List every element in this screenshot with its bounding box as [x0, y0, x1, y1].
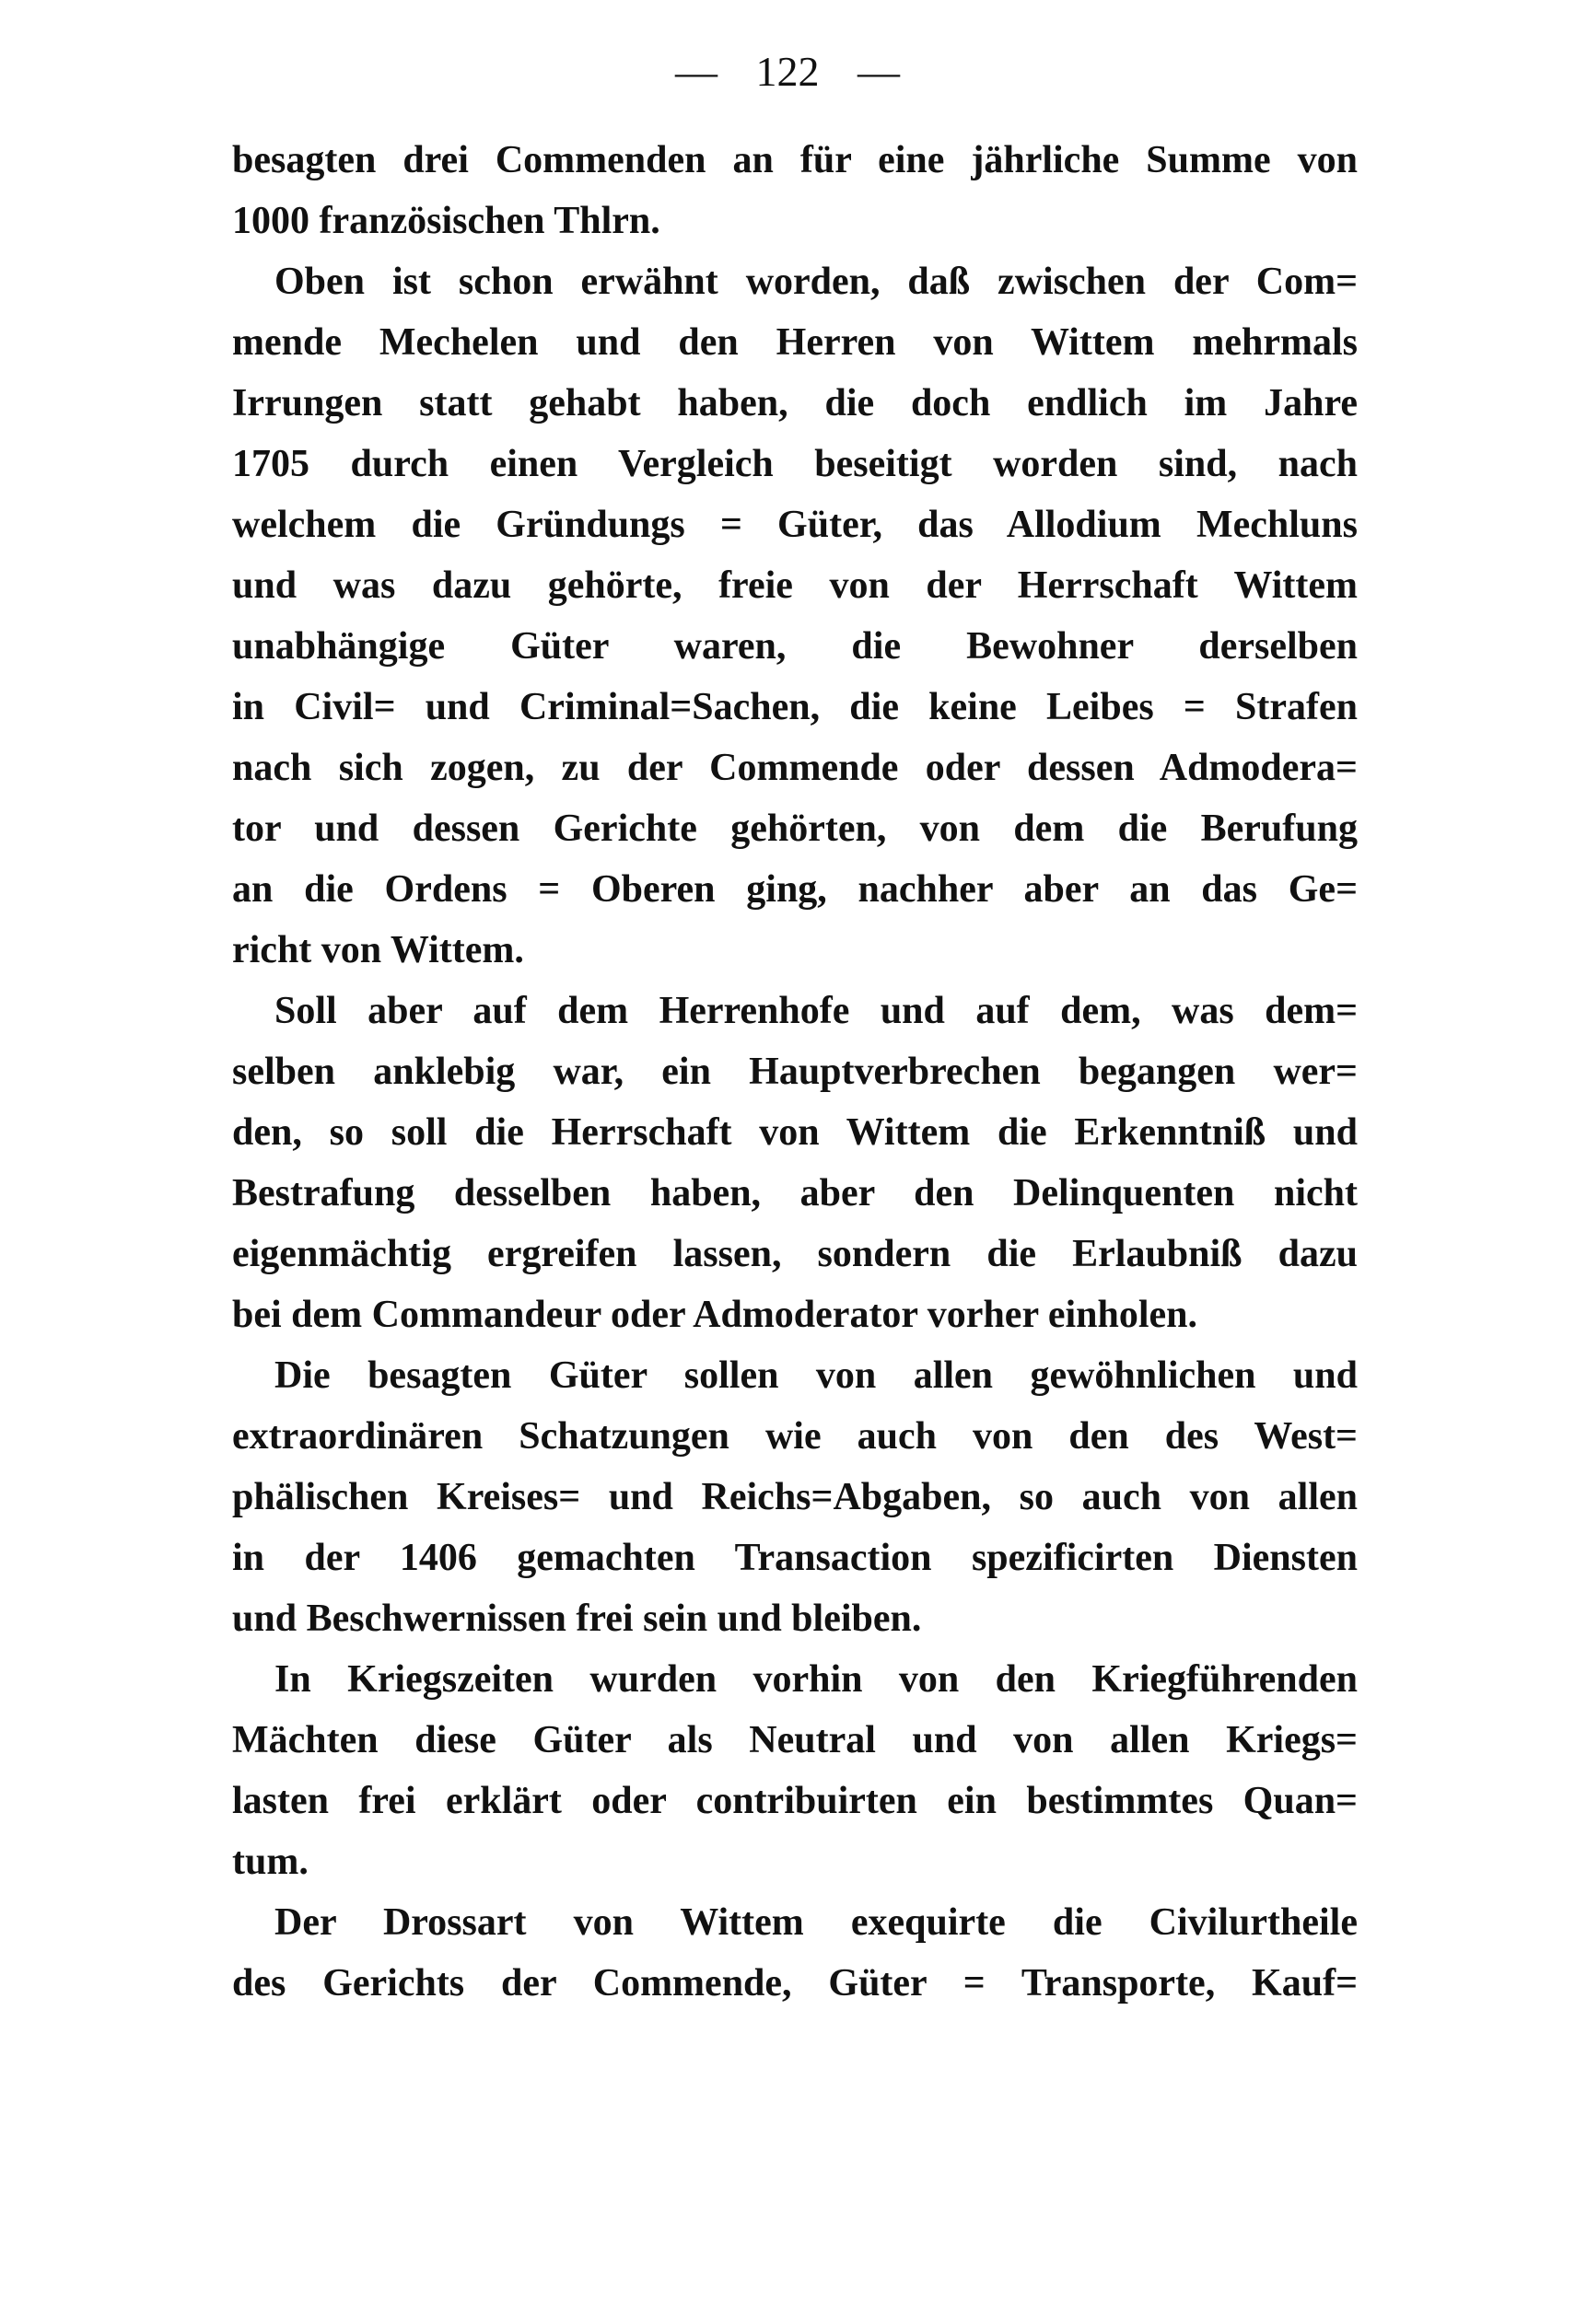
text-line: Die besagten Güter sollen von allen gewöhnlichen und [274, 1354, 1358, 1397]
text-line: extraordinären Schatzungen wie auch von den des West= [232, 1415, 1358, 1458]
text-line: in der 1406 gemachten Transaction spezificirten Diensten [232, 1537, 1358, 1579]
text-line: tor und dessen Gerichte gehörten, von dem die Berufung [232, 808, 1358, 850]
text-line: selben anklebig war, ein Hauptverbrechen begangen wer= [232, 1051, 1358, 1093]
text-line: und was dazu gehörte, freie von der Herrschaft Wittem [232, 564, 1358, 607]
text-line: 1000 französischen Thlrn. [232, 200, 660, 242]
text-line: In Kriegszeiten wurden vorhin von den Kriegführenden [274, 1658, 1358, 1701]
text-line: unabhängige Güter waren, die Bewohner derselben [232, 625, 1358, 668]
text-line: welchem die Gründungs = Güter, das Allodium Mechluns [232, 504, 1358, 546]
text-line: des Gerichts der Commende, Güter = Transporte, Kauf= [232, 1962, 1358, 2004]
paragraph [232, 981, 1358, 1345]
text-line: nach sich zogen, zu der Commende oder dessen Admodera= [232, 747, 1358, 789]
page-number: — 122 — [675, 48, 900, 95]
text-line: phälischen Kreises= und Reichs=Abgaben, so auch von allen [232, 1476, 1358, 1518]
paragraph [232, 251, 1358, 981]
text-line: richt von Wittem. [232, 929, 524, 971]
text-line: Soll aber auf dem Herrenhofe und auf dem, was dem= [274, 990, 1358, 1032]
paragraph [232, 130, 1358, 251]
text-line: Der Drossart von Wittem exequirte die Civilurtheile [274, 1901, 1358, 1944]
text-line: Bestrafung desselben haben, aber den Delinquenten nicht [232, 1172, 1358, 1214]
text-line: bei dem Commandeur oder Admoderator vorher einholen. [232, 1294, 1198, 1336]
text-line: mende Mechelen und den Herren von Wittem mehrmals [232, 321, 1358, 364]
paragraph [232, 1345, 1358, 1649]
paragraph [232, 1649, 1358, 1892]
text-line: an die Ordens = Oberen ging, nachher aber an das Ge= [232, 868, 1358, 911]
body-text [232, 130, 1358, 2014]
text-line: eigenmächtig ergreifen lassen, sondern die Erlaubniß dazu [232, 1233, 1358, 1275]
text-line: lasten frei erklärt oder contribuirten ein bestimmtes Quan= [232, 1780, 1358, 1822]
text-line: tum. [232, 1841, 309, 1883]
text-line: Irrungen statt gehabt haben, die doch endlich im Jahre [232, 382, 1358, 424]
text-line: in Civil= und Criminal=Sachen, die keine Leibes = Strafen [232, 686, 1358, 728]
text-line: und Beschwernissen frei sein und bleiben. [232, 1598, 922, 1640]
paragraph [232, 1892, 1358, 2014]
text-line: besagten drei Commenden an für eine jährliche Summe von [232, 139, 1358, 181]
text-line: Oben ist schon erwähnt worden, daß zwischen der Com= [274, 261, 1358, 303]
text-line: den, so soll die Herrschaft von Wittem die Erkenntniß und [232, 1111, 1358, 1154]
text-line: 1705 durch einen Vergleich beseitigt worden sind, nach [232, 443, 1358, 485]
text-line: Mächten diese Güter als Neutral und von allen Kriegs= [232, 1719, 1358, 1761]
